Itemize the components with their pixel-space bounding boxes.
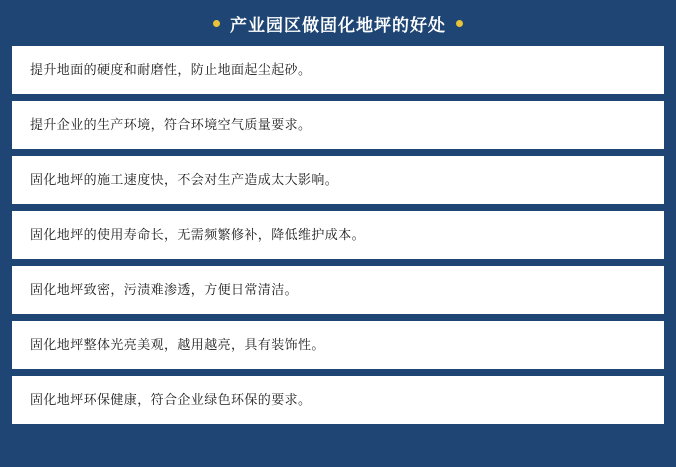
page-title: 产业园区做固化地坪的好处 — [230, 15, 446, 35]
list-item — [12, 156, 664, 204]
list-item — [12, 321, 664, 369]
list-item-text: 固化地坪致密，污渍难渗透，方便日常清洁。 — [30, 281, 299, 297]
list-item-text: 固化地坪环保健康，符合企业绿色环保的要求。 — [30, 391, 312, 407]
bullet-dot-right-icon — [456, 20, 463, 27]
page-title-bar — [12, 0, 664, 46]
benefits-list — [12, 46, 664, 434]
list-item-text: 提升地面的硬度和耐磨性，防止地面起尘起砂。 — [30, 61, 312, 77]
list-item-text: 提升企业的生产环境，符合环境空气质量要求。 — [30, 116, 312, 132]
list-item — [12, 376, 664, 424]
list-item — [12, 211, 664, 259]
list-item — [12, 101, 664, 149]
list-item-text: 固化地坪的施工速度快，不会对生产造成太大影响。 — [30, 171, 339, 187]
list-item-text: 固化地坪的使用寿命长，无需频繁修补，降低维护成本。 — [30, 226, 366, 242]
bullet-dot-left-icon — [213, 20, 220, 27]
list-item — [12, 46, 664, 94]
list-item — [12, 266, 664, 314]
list-item-text: 固化地坪整体光亮美观，越用越亮，具有装饰性。 — [30, 336, 325, 352]
